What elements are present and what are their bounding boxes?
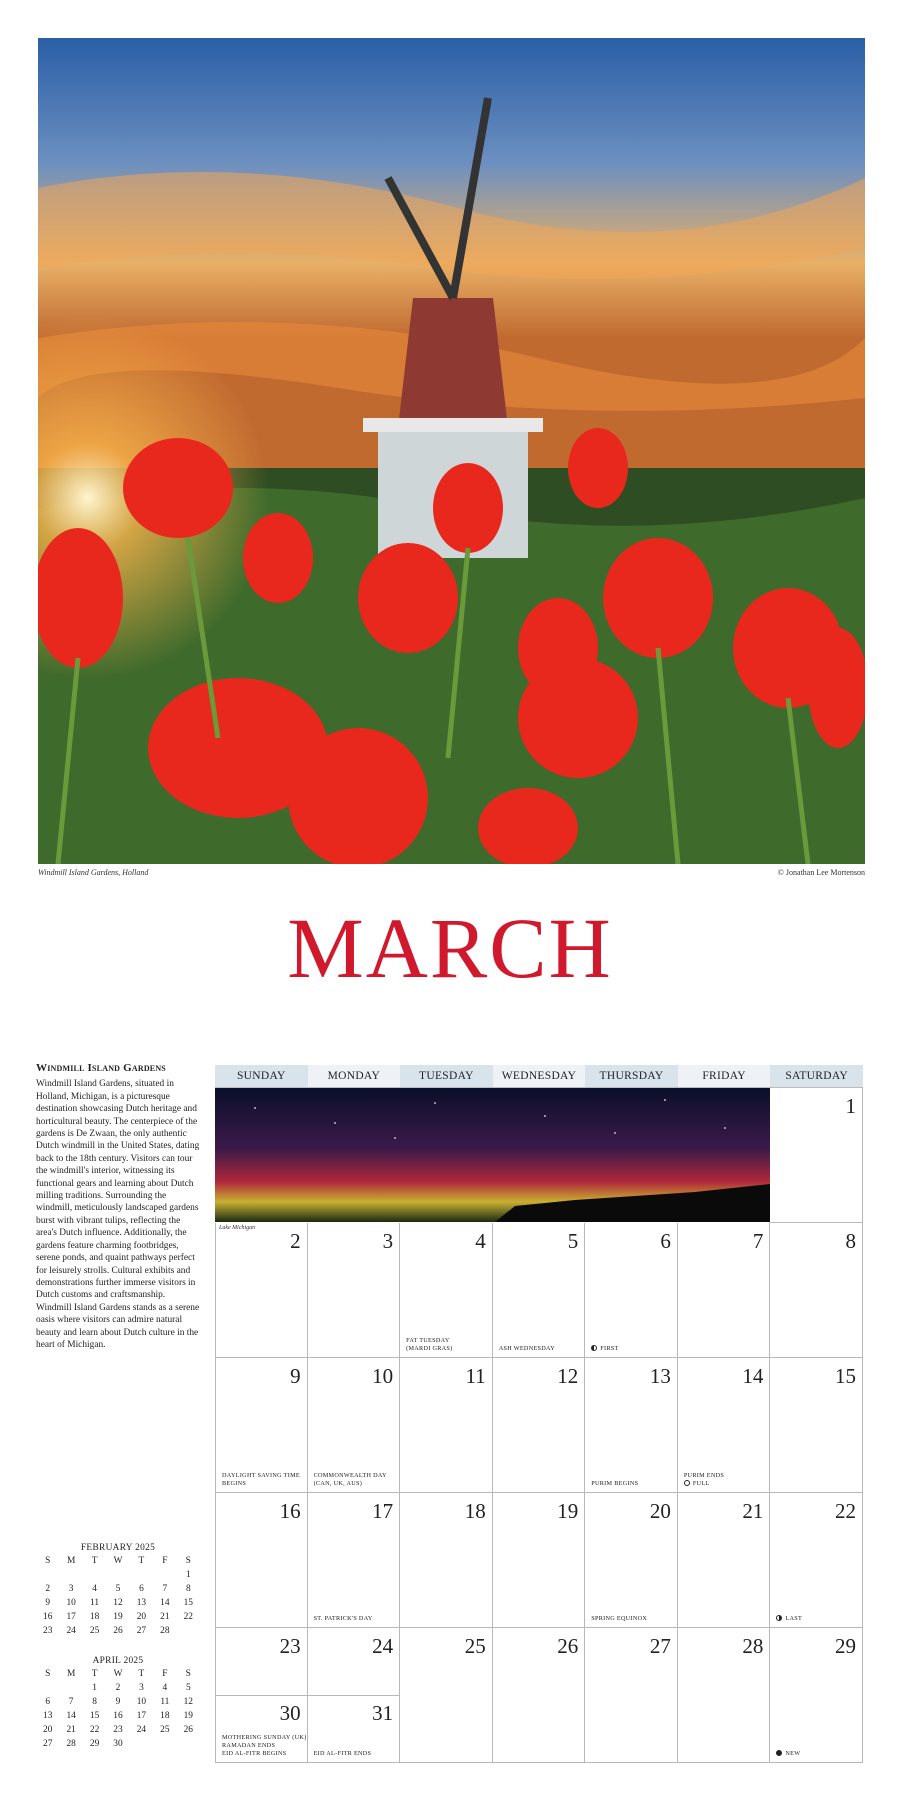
mini-weekday: F (162, 1669, 168, 1679)
weekday-label: MONDAY (308, 1065, 401, 1087)
event-note-line (776, 1615, 802, 1623)
event-text: NEW (785, 1750, 801, 1757)
mini-weekday: T (138, 1556, 145, 1566)
day-number: 12 (557, 1364, 579, 1388)
event-note-line (684, 1472, 724, 1480)
mini-weekday: S (45, 1669, 51, 1679)
day-cell (215, 1628, 308, 1763)
event-text: SPRING EQUINOX (591, 1615, 648, 1622)
windmill-photo (38, 38, 865, 864)
moon-phase-last-icon (776, 1615, 782, 1621)
event-note-line (406, 1337, 452, 1345)
day-cell (400, 1358, 493, 1493)
event-note (684, 1472, 724, 1488)
day-number: 10 (372, 1364, 394, 1388)
month-title: MARCH (287, 900, 613, 996)
mini-calendar-title: FEBRUARY 2025 (80, 1543, 156, 1553)
day-number: 18 (464, 1499, 486, 1523)
mini-day: 20 (136, 1612, 147, 1622)
event-note (591, 1615, 647, 1623)
mini-weekday: W (113, 1556, 123, 1566)
event-note-line (222, 1750, 307, 1758)
mini-day: 28 (160, 1626, 170, 1636)
event-note (222, 1734, 307, 1758)
event-text: RAMADAN ENDS (222, 1742, 276, 1749)
day-number: 14 (742, 1364, 764, 1388)
day-cell (770, 1358, 863, 1493)
day-number: 2 (290, 1229, 301, 1253)
event-note-line (314, 1750, 372, 1758)
day-number: 30 (279, 1701, 301, 1725)
day-number: 1 (845, 1094, 856, 1118)
split-divider (216, 1695, 307, 1696)
day-cell (493, 1358, 586, 1493)
event-text: FAT TUESDAY (406, 1337, 450, 1344)
weekday-label: WEDNESDAY (493, 1065, 586, 1087)
day-number: 5 (567, 1229, 579, 1253)
description-body: Windmill Island Gardens, situated in Holland, Michigan, is a picturesque destination showcasing Dutch heritage and horticultural beauty. The centerpiece of the gardens is De Zwaan, the only authentic Dutch windmill in the United States, dating back to the 18th century. Visitors can tour the windmill's interior, witnessing its functional gears and learning about Dutch milling traditions. Surrounding the windmill, meticulously landscaped gardens burst with vibrant tulips, reflecting the area's Dutch influence. Additionally, the gardens feature charming footbridges, serene ponds, and quaint pathways perfect for leisurely strolls. Cultural exhibits and demonstrations further immerse visitors in Dutch customs and craftsmanship. Windmill Island Gardens stands as a serene oasis where visitors can admire natural beauty and learn about Dutch culture in the heart of Michigan. (36, 1079, 200, 1350)
mini-calendar-february (36, 1543, 200, 1637)
mini-day (130, 1569, 153, 1581)
mini-day: 28 (66, 1739, 76, 1749)
photo-credit: © Jonathan Lee Mortenson (777, 868, 865, 877)
mini-day: 21 (160, 1612, 170, 1622)
day-cell (585, 1358, 678, 1493)
mini-day: 4 (92, 1584, 97, 1594)
mini-day: 21 (66, 1725, 76, 1735)
mini-day: 5 (115, 1584, 121, 1594)
weekday-label: SUNDAY (215, 1065, 308, 1087)
mini-day: 14 (160, 1598, 170, 1608)
mini-day: 3 (68, 1584, 74, 1594)
mini-day: 4 (162, 1683, 168, 1693)
event-note (222, 1472, 300, 1488)
event-note-line (684, 1480, 724, 1488)
lake-michigan-photo (215, 1088, 770, 1222)
day-cell (678, 1493, 771, 1628)
mini-day: 22 (89, 1725, 100, 1735)
mini-day: 22 (183, 1612, 193, 1622)
mini-day: 18 (160, 1711, 170, 1721)
mini-day (36, 1569, 59, 1581)
day-number: 4 (475, 1229, 486, 1253)
day-cell (400, 1493, 493, 1628)
day-cell (215, 1358, 308, 1493)
event-note-line (314, 1472, 387, 1480)
moon-phase-first-icon (591, 1345, 597, 1351)
event-note-line (222, 1742, 307, 1750)
event-text: PURIM ENDS (683, 1472, 725, 1479)
mini-day: 13 (43, 1711, 53, 1721)
mini-weekday: S (185, 1669, 191, 1679)
event-text: ASH WEDNESDAY (498, 1345, 556, 1352)
day-cell (770, 1223, 863, 1358)
mini-day (83, 1569, 106, 1581)
day-number: 20 (649, 1499, 671, 1523)
mini-weekday: F (162, 1556, 168, 1566)
event-text: COMMONWEALTH DAY (313, 1472, 387, 1479)
weekday-label: THURSDAY (585, 1065, 678, 1087)
mini-day: 23 (43, 1626, 53, 1636)
event-note (776, 1615, 802, 1623)
event-note (499, 1345, 555, 1353)
day-number: 22 (834, 1499, 856, 1523)
day-cell (678, 1358, 771, 1493)
mini-day: 6 (45, 1697, 51, 1707)
mini-calendar-grid (36, 1555, 200, 1637)
split-divider (308, 1695, 400, 1696)
weekday-label: SATURDAY (770, 1065, 863, 1087)
mini-day: 7 (162, 1584, 168, 1594)
event-text: ST. PATRICK'S DAY (313, 1615, 373, 1622)
mini-day (130, 1738, 153, 1750)
description (36, 1062, 200, 1351)
day-number: 29 (834, 1634, 856, 1658)
mini-day: 24 (66, 1626, 76, 1636)
day-cell (585, 1493, 678, 1628)
mini-day: 11 (90, 1598, 100, 1608)
mini-day: 7 (68, 1697, 74, 1707)
mini-day: 9 (115, 1697, 121, 1707)
mini-day: 27 (43, 1739, 53, 1749)
day-cell (308, 1223, 401, 1358)
mini-weekday: M (66, 1556, 76, 1566)
event-text: LAST (785, 1615, 803, 1622)
mini-day: 17 (66, 1612, 76, 1622)
day-cell (308, 1628, 401, 1763)
day-number: 31 (372, 1701, 394, 1725)
event-text: BEGINS (222, 1480, 247, 1487)
mini-day: 10 (136, 1697, 147, 1707)
mini-day: 24 (136, 1725, 147, 1735)
event-note-line (314, 1480, 387, 1488)
day-cell (770, 1493, 863, 1628)
weekday-label: TUESDAY (400, 1065, 493, 1087)
event-note (314, 1615, 373, 1623)
event-note (406, 1337, 452, 1353)
mini-day: 6 (139, 1584, 144, 1594)
day-number: 26 (557, 1634, 579, 1658)
event-text: EID AL-FITR ENDS (313, 1750, 372, 1757)
day-number: 6 (660, 1229, 671, 1253)
mini-day: 8 (185, 1584, 191, 1594)
mini-day (153, 1569, 176, 1581)
day-cell (215, 1223, 308, 1358)
day-cell (493, 1493, 586, 1628)
mini-day (177, 1738, 200, 1750)
mini-calendar-april (36, 1656, 200, 1750)
mini-day: 27 (136, 1626, 147, 1636)
mini-day: 2 (45, 1584, 51, 1594)
mini-day: 17 (136, 1711, 147, 1721)
mini-day: 12 (183, 1697, 193, 1707)
day-cell (215, 1493, 308, 1628)
mini-day: 14 (66, 1711, 76, 1721)
mini-weekday: S (185, 1556, 191, 1566)
day-number: 3 (382, 1229, 394, 1253)
event-text: DAYLIGHT SAVING TIME (222, 1472, 300, 1479)
description-title: Windmill Island Gardens (36, 1062, 166, 1074)
moon-phase-full-icon (684, 1480, 690, 1486)
mini-day: 13 (136, 1598, 147, 1608)
day-cell (585, 1223, 678, 1358)
day-number: 16 (279, 1499, 301, 1523)
mini-weekday: W (113, 1669, 123, 1679)
mini-day (59, 1682, 82, 1694)
event-text: EID AL-FITR BEGINS (222, 1750, 287, 1757)
mini-day: 18 (89, 1612, 100, 1622)
event-note (776, 1750, 800, 1758)
mini-calendar-grid (36, 1668, 200, 1750)
day-number: 24 (372, 1634, 394, 1658)
day-number: 27 (649, 1634, 671, 1658)
mini-day: 1 (185, 1570, 191, 1580)
mini-day: 23 (113, 1725, 123, 1735)
event-note-line (499, 1345, 555, 1353)
day-cell (400, 1628, 493, 1763)
mini-day (106, 1569, 129, 1581)
mini-day: 16 (43, 1612, 53, 1622)
mini-day (177, 1625, 200, 1637)
mini-day: 25 (89, 1626, 100, 1636)
mini-day: 15 (183, 1598, 193, 1608)
day-number: 21 (742, 1499, 764, 1523)
day-cell (493, 1223, 586, 1358)
day-cell (493, 1628, 586, 1763)
mini-day: 11 (160, 1697, 170, 1707)
mini-day: 10 (66, 1598, 76, 1608)
mini-weekday: T (138, 1669, 145, 1679)
day-cell (770, 1088, 863, 1223)
calendar-grid (215, 1087, 863, 1763)
event-note-line (591, 1615, 647, 1623)
mini-day: 25 (160, 1725, 170, 1735)
event-note-line (776, 1750, 800, 1758)
day-number: 13 (649, 1364, 671, 1388)
mini-day: 1 (92, 1683, 97, 1693)
mini-weekday: T (91, 1556, 98, 1566)
event-text: MOTHERING SUNDAY (UK) (222, 1734, 307, 1741)
day-cell (770, 1628, 863, 1763)
day-cell (308, 1493, 401, 1628)
event-text: FIRST (600, 1345, 619, 1352)
event-note (591, 1345, 618, 1353)
mini-day: 12 (113, 1598, 123, 1608)
mini-day: 19 (113, 1612, 123, 1622)
event-text: (CAN, UK, AUS) (313, 1480, 363, 1487)
mini-day: 19 (183, 1711, 193, 1721)
mini-day: 29 (89, 1739, 100, 1749)
day-number: 28 (742, 1634, 764, 1658)
day-number: 11 (465, 1364, 486, 1388)
event-note-line (222, 1480, 300, 1488)
mini-weekday: T (91, 1669, 98, 1679)
day-number: 19 (557, 1499, 579, 1523)
day-cell (585, 1628, 678, 1763)
mini-day (59, 1569, 82, 1581)
mini-day: 20 (43, 1725, 53, 1735)
mini-day: 30 (113, 1739, 123, 1749)
mini-day (36, 1682, 59, 1694)
mini-day: 15 (89, 1711, 100, 1721)
event-text: FULL (692, 1480, 710, 1487)
day-cell (678, 1223, 771, 1358)
day-number: 8 (845, 1229, 856, 1253)
event-note-line (222, 1734, 307, 1742)
event-note-line (314, 1615, 373, 1623)
event-note (591, 1480, 638, 1488)
mini-day: 9 (45, 1598, 51, 1608)
event-note-line (591, 1345, 618, 1353)
event-note-line (406, 1345, 452, 1353)
day-number: 7 (752, 1229, 764, 1253)
mini-weekday: M (66, 1669, 76, 1679)
event-text: PURIM BEGINS (591, 1480, 639, 1487)
mini-day: 16 (113, 1711, 123, 1721)
mini-day: 26 (113, 1626, 123, 1636)
day-number: 17 (372, 1499, 394, 1523)
mini-weekday: S (45, 1556, 51, 1566)
mini-day: 26 (183, 1725, 193, 1735)
weekday-label: FRIDAY (678, 1065, 771, 1087)
day-number: 9 (290, 1364, 301, 1388)
mini-day: 5 (185, 1683, 191, 1693)
small-photo-caption: Lake Michigan (219, 1225, 256, 1231)
event-text: (MARDI GRAS) (406, 1345, 453, 1352)
day-number: 15 (834, 1364, 856, 1388)
day-cell (678, 1628, 771, 1763)
mini-day (153, 1738, 176, 1750)
event-note (314, 1750, 372, 1758)
photo-caption: Windmill Island Gardens, Holland (38, 868, 149, 877)
mini-day: 8 (92, 1697, 97, 1707)
mini-day: 2 (115, 1683, 121, 1693)
mini-day: 3 (139, 1683, 144, 1693)
moon-phase-new-icon (776, 1750, 782, 1756)
day-number: 25 (464, 1634, 486, 1658)
mini-calendar-title: APRIL 2025 (92, 1656, 144, 1666)
day-cell (308, 1358, 401, 1493)
event-note-line (222, 1472, 300, 1480)
month-calendar (215, 1065, 863, 1763)
event-note-line (591, 1480, 638, 1488)
event-note (314, 1472, 387, 1488)
day-cell (400, 1223, 493, 1358)
day-number: 23 (279, 1634, 301, 1658)
weekday-header (215, 1065, 863, 1087)
